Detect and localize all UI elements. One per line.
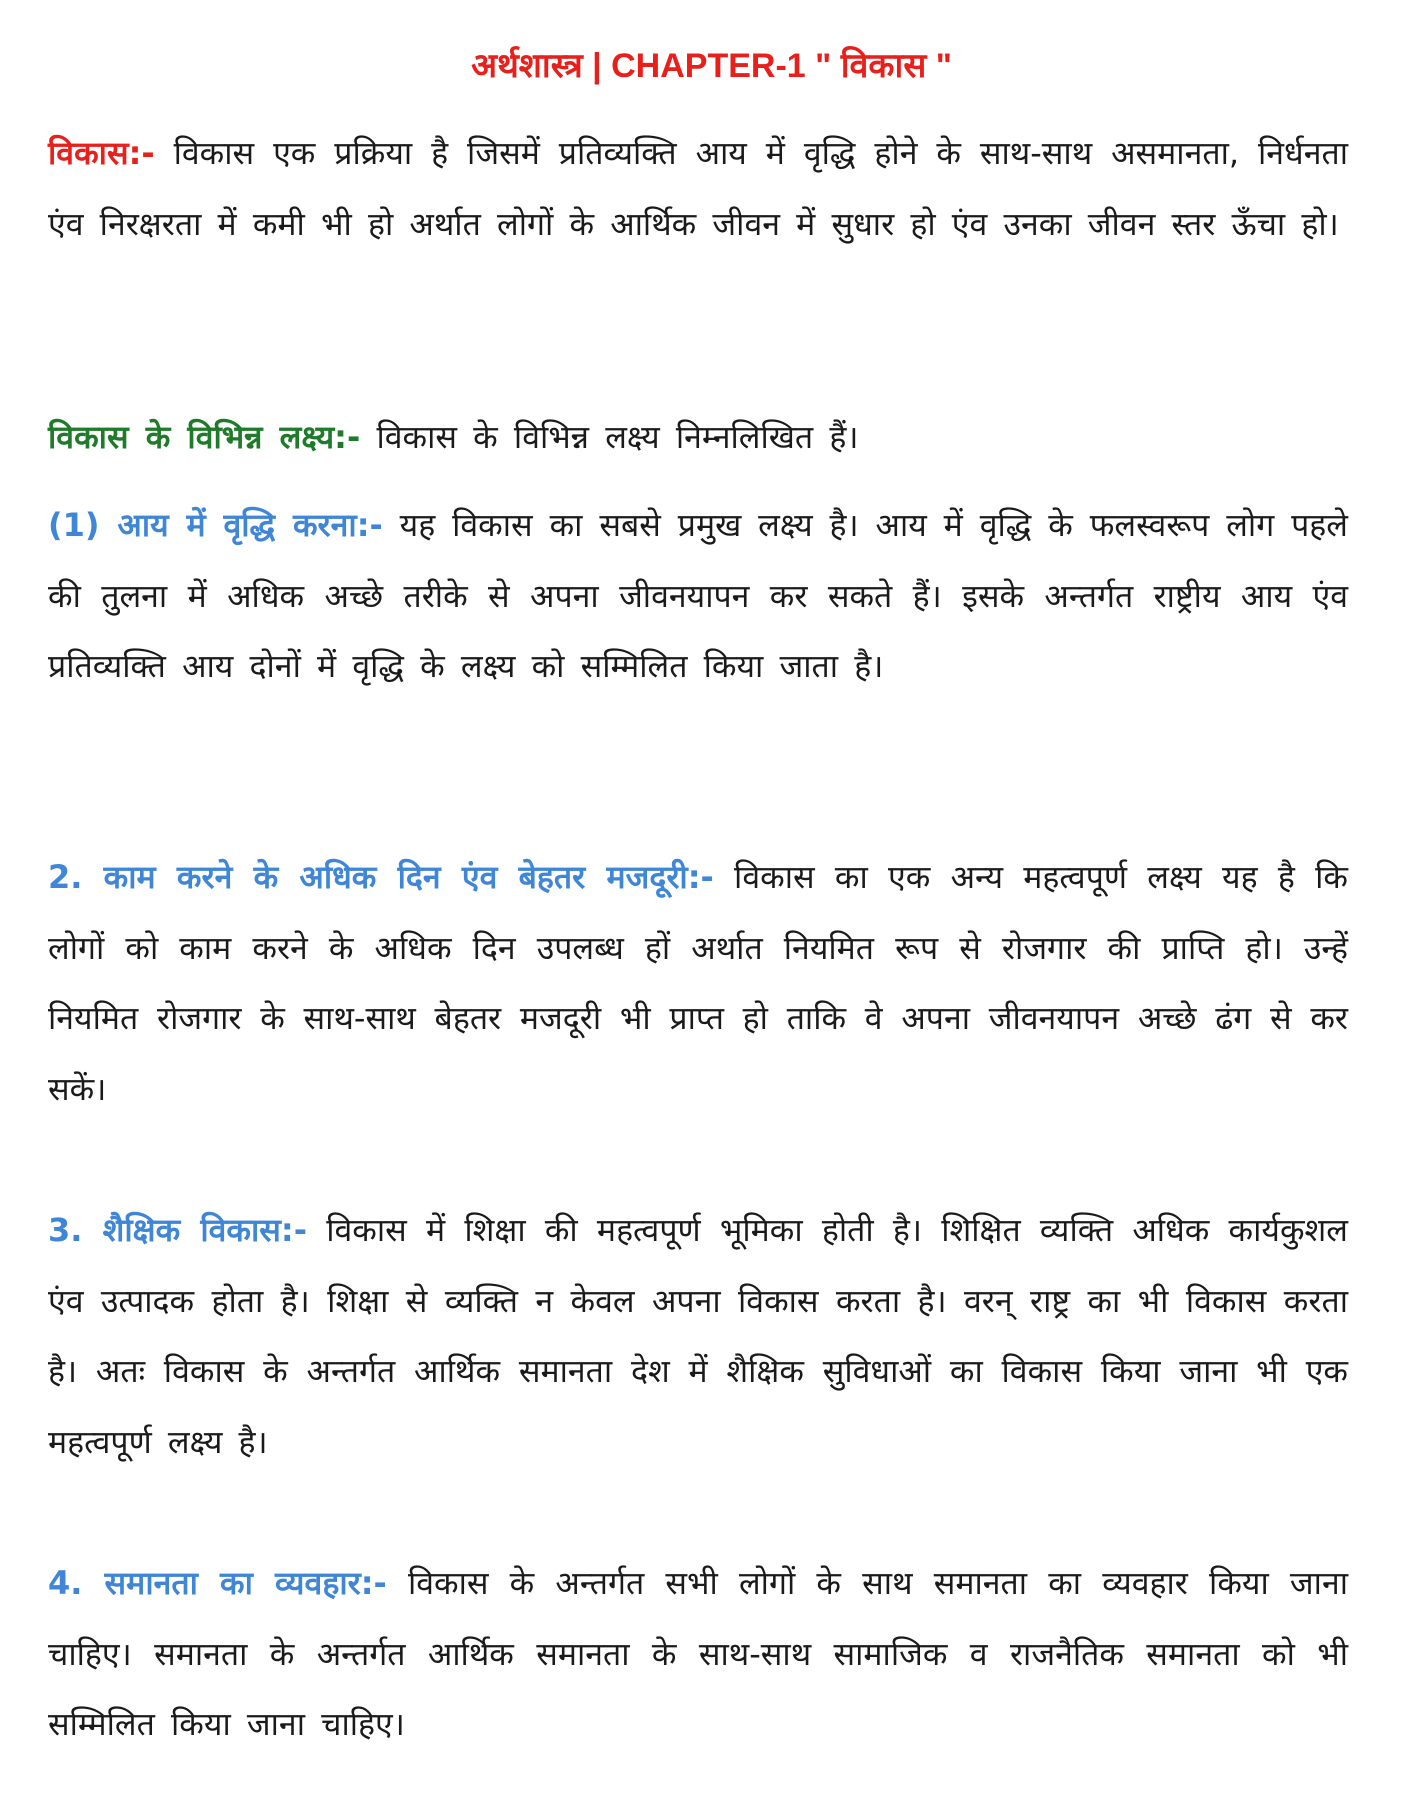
section-text: विकास का एक अन्य महत्वपूर्ण लक्ष्य यह है कि लोगों को काम करने के अधिक दिन उपलब्ध हों अर्थात नियमित रूप से रोजगार की प्राप्ति हो। उन्हें नियमित रोजगार के साथ-साथ बेहतर मजदूरी भी प्राप्त हो ताकि वे अपना जीवनयापन अच्छे ढंग से कर सकें।: [48, 858, 1348, 1108]
intro-text: विकास एक प्रक्रिया है जिसमें प्रतिव्यक्ति आय में वृद्धि होने के साथ-साथ असमानता, निर्धनता एंव निरक्षरता में कमी भी हो अर्थात लोगों के आर्थिक जीवन में सुधार हो एंव उनका जीवन स्तर ऊँचा हो।: [48, 134, 1348, 243]
section-income-growth: [48, 490, 1348, 702]
goals-text: विकास के विभिन्न लक्ष्य निम्नलिखित हैं।: [360, 418, 859, 456]
section-heading: (1) आय में वृद्धि करना:-: [48, 506, 383, 544]
section-equality: [48, 1548, 1348, 1760]
section-heading: 2. काम करने के अधिक दिन एंव बेहतर मजदूरी:-: [48, 858, 714, 896]
goals-paragraph: [48, 402, 1348, 473]
section-text: विकास में शिक्षा की महत्वपूर्ण भूमिका होती है। शिक्षित व्यक्ति अधिक कार्यकुशल एंव उत्पादक होता है। शिक्षा से व्यक्ति न केवल अपना विकास करता है। वरन् राष्ट्र का भी विकास करता है। अतः विकास के अन्तर्गत आर्थिक समानता देश में शैक्षिक सुविधाओं का विकास किया जाना भी एक महत्वपूर्ण लक्ष्य है।: [48, 1211, 1348, 1461]
section-work-days-wages: [48, 842, 1348, 1124]
section-heading: 4. समानता का व्यवहार:-: [48, 1564, 387, 1602]
section-heading: 3. शैक्षिक विकास:-: [48, 1211, 308, 1249]
intro-paragraph: [48, 118, 1348, 259]
section-text: यह विकास का सबसे प्रमुख लक्ष्य है। आय में वृद्धि के फलस्वरूप लोग पहले की तुलना में अधिक अच्छे तरीके से अपना जीवनयापन कर सकते हैं। इसके अन्तर्गत राष्ट्रीय आय एंव प्रतिव्यक्ति आय दोनों में वृद्धि के लक्ष्य को सम्मिलित किया जाता है।: [48, 506, 1348, 685]
section-education: [48, 1195, 1348, 1477]
goals-heading: विकास के विभिन्न लक्ष्य:-: [48, 418, 361, 456]
page-title: अर्थशास्त्र | CHAPTER-1 " विकास ": [471, 47, 952, 85]
section-text: विकास के अन्तर्गत सभी लोगों के साथ समानता का व्यवहार किया जाना चाहिए। समानता के अन्तर्गत आर्थिक समानता के साथ-साथ सामाजिक व राजनैतिक समानता को भी सम्मिलित किया जाना चाहिए।: [48, 1564, 1349, 1743]
intro-heading: विकास:-: [48, 134, 155, 172]
